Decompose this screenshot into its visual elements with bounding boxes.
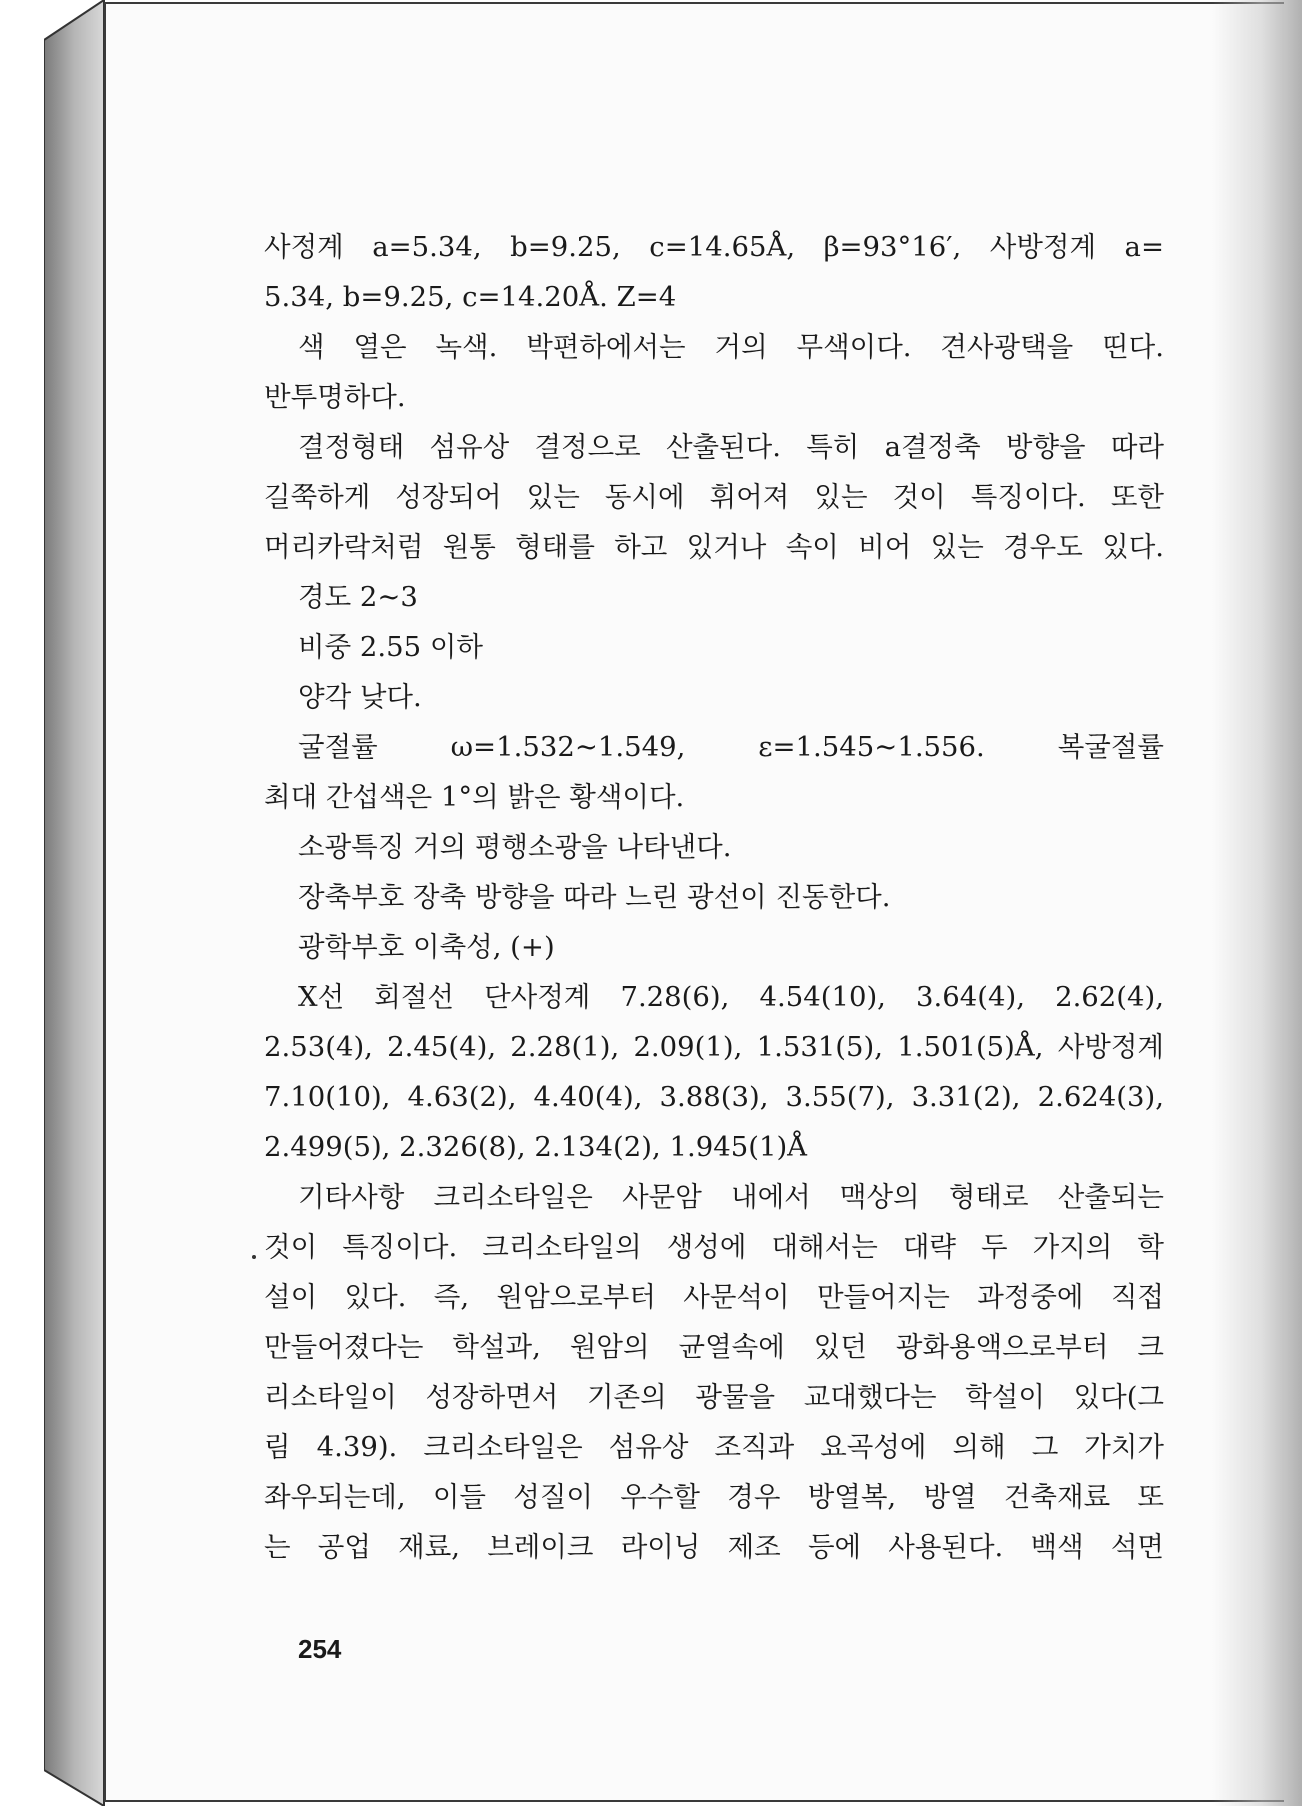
text-line: 것이 특징이다. 크리소타일의 생성에 대해서는 대략 두 가지의 학	[264, 1231, 1164, 1263]
text-line: 7.10(10), 4.63(2), 4.40(4), 3.88(3), 3.55(7), 3.31(2), 2.624(3),	[264, 1081, 1164, 1113]
text-line: 길쭉하게 성장되어 있는 동시에 휘어져 있는 것이 특징이다. 또한	[264, 481, 1164, 513]
book-edge-graphic	[44, 0, 108, 1806]
text-line: 경도 2∼3	[298, 581, 418, 613]
text-line: 림 4.39). 크리소타일은 섬유상 조직과 요곡성에 의해 그 가치가	[264, 1431, 1164, 1463]
text-line: 비중 2.55 이하	[298, 631, 483, 663]
text-line: 반투명하다.	[264, 381, 406, 413]
text-line: 색 열은 녹색. 박편하에서는 거의 무색이다. 견사광택을 띤다.	[298, 331, 1164, 363]
text-line: 5.34, b=9.25, c=14.20Å. Z=4	[264, 281, 677, 313]
text-line: 는 공업 재료, 브레이크 라이닝 제조 등에 사용된다. 백색 석면	[264, 1531, 1164, 1563]
page-number: 254	[298, 1634, 342, 1664]
scan-speck	[252, 1255, 256, 1259]
text-line: 리소타일이 성장하면서 기존의 광물을 교대했다는 학설이 있다(그	[264, 1381, 1164, 1413]
text-line: 2.499(5), 2.326(8), 2.134(2), 1.945(1)Å	[264, 1131, 808, 1163]
text-line: 사정계 a=5.34, b=9.25, c=14.65Å, β=93°16′, 사방정계 a=	[264, 231, 1164, 263]
text-line: 장축부호 장축 방향을 따라 느린 광선이 진동한다.	[298, 881, 891, 913]
body-text	[264, 222, 1164, 1572]
text-line: 좌우되는데, 이들 성질이 우수할 경우 방열복, 방열 건축재료 또	[264, 1481, 1164, 1513]
text-line: 2.53(4), 2.45(4), 2.28(1), 2.09(1), 1.531(5), 1.501(5)Å, 사방정계	[264, 1031, 1164, 1063]
text-line: 머리카락처럼 원통 형태를 하고 있거나 속이 비어 있는 경우도 있다.	[264, 531, 1164, 563]
text-line: 굴절률 ω=1.532∼1.549, ε=1.545∼1.556. 복굴절률	[298, 731, 1164, 763]
book-spine-edge	[44, 0, 108, 1806]
page-curl-shadow	[1212, 0, 1302, 1806]
text-line: 결정형태 섬유상 결정으로 산출된다. 특히 a결정축 방향을 따라	[298, 431, 1164, 463]
text-line: 소광특징 거의 평행소광을 나타낸다.	[298, 831, 732, 863]
text-line: 설이 있다. 즉, 원암으로부터 사문석이 만들어지는 과정중에 직접	[264, 1281, 1164, 1313]
text-line: 광학부호 이축성, (+)	[298, 931, 555, 963]
text-line: 기타사항 크리소타일은 사문암 내에서 맥상의 형태로 산출되는	[298, 1181, 1164, 1213]
text-line: 최대 간섭색은 1°의 밝은 황색이다.	[264, 781, 685, 813]
text-line: 만들어졌다는 학설과, 원암의 균열속에 있던 광화용액으로부터 크	[264, 1331, 1164, 1363]
text-line: X선 회절선 단사정계 7.28(6), 4.54(10), 3.64(4), 2.62(4),	[298, 981, 1164, 1013]
text-line: 양각 낮다.	[298, 681, 422, 713]
